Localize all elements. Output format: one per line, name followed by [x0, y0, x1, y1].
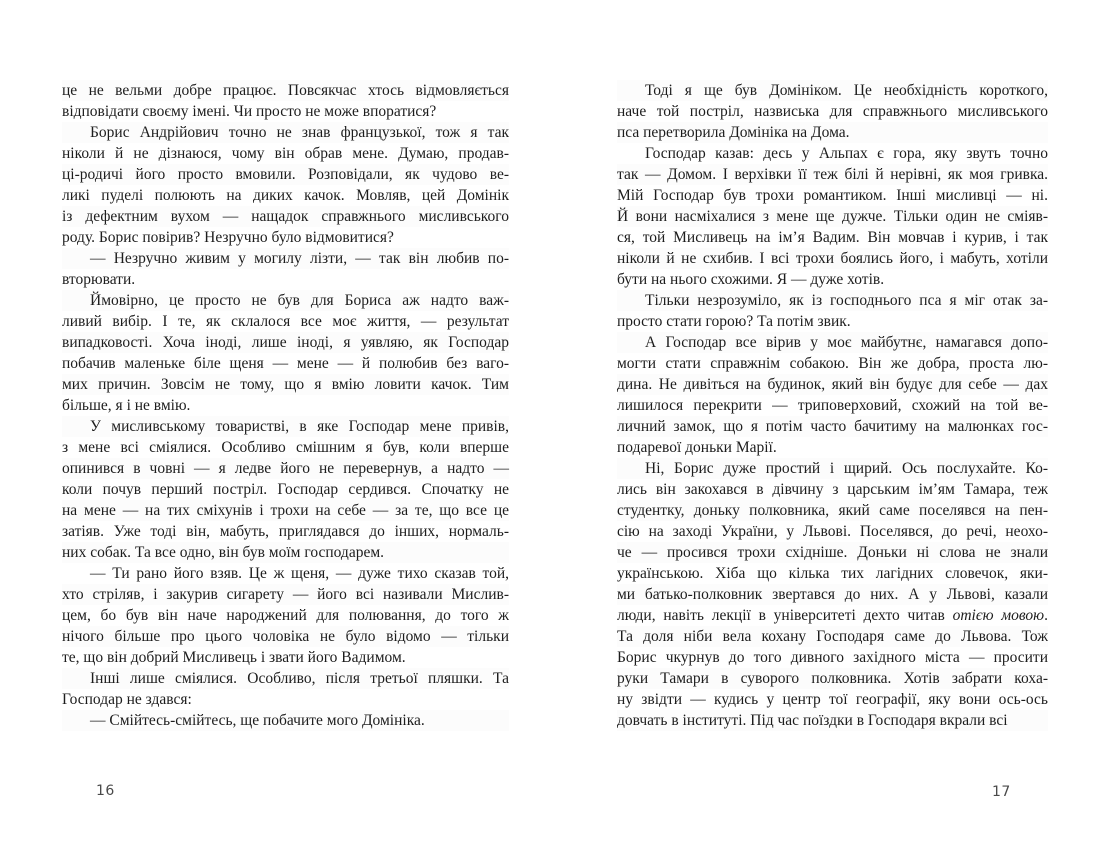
text-line: роду. Борис повірив? Незручно було відмовитися?	[62, 229, 394, 246]
page-number-right: 17	[992, 784, 1011, 800]
text-line: так — Домом. І верхівки її теж білі й нерівні, як моя гривка.	[617, 166, 1048, 183]
text-line: Інші лише сміялися. Особливо, після третьої пляшки. Та	[90, 670, 509, 687]
text-line: опинився в човні — я ледве його не перевернув, а надто —	[62, 460, 509, 477]
text-line: Господар казав: десь у Альпах є гора, яку звуть точно	[645, 145, 1048, 162]
text-line: нічого більше про цього чоловіка не було відомо — тільки	[62, 628, 509, 645]
text-line: А Господар все вірив у моє майбутнє, намагався допо-	[645, 334, 1048, 351]
paragraph	[62, 416, 509, 563]
text-line: ся, той Мисливець на ім’я Вадим. Він мовчав і курив, і так	[617, 229, 1048, 246]
text-line: подаревої доньки Марії.	[617, 439, 777, 456]
text-line: могти стати справжнім собакою. Він же добра, проста лю-	[617, 355, 1048, 372]
text-line: личний замок, що я потім часто бачитиму на малюнках гос-	[617, 418, 1048, 435]
text-line: Господар не здався:	[62, 691, 192, 708]
paragraph	[62, 122, 509, 248]
paragraph	[62, 710, 509, 731]
text-line: Ймовірно, це просто не був для Бориса аж надто важ-	[90, 292, 509, 309]
text-line: на мене — на тих сміхунів і трохи на себе — за те, що все це	[62, 502, 509, 519]
text-line: просто стати горою? Та потім звик.	[617, 313, 851, 330]
text-line: це не вельми добре працює. Повсякчас хтось відмовляється	[62, 82, 509, 99]
text-line: вторювати.	[62, 271, 136, 288]
paragraph	[617, 143, 1048, 290]
text-line: бути на нього схожими. Я — дуже хотів.	[617, 271, 885, 288]
text-line: них собак. Та все одно, він був моїм господарем.	[62, 544, 385, 561]
text-line: хто стріляв, і закурив сигарету — його всі називали Мислив-	[62, 586, 509, 603]
text-line: — Ти рано його взяв. Це ж щеня, — дуже тихо сказав той,	[90, 565, 509, 582]
paragraph	[617, 290, 1048, 332]
text-line: українською. Хіба що кілька тих лагідних словечок, яки-	[617, 565, 1048, 582]
paragraph	[62, 563, 509, 668]
text-line: лись він закохався в дівчину з царським ім’ям Тамара, теж	[617, 481, 1048, 498]
right-page-text	[617, 80, 1048, 731]
text-line: сію на заході України, у Львові. Поселявся, до речі, неохо-	[617, 523, 1048, 540]
text-line: ніколи й не схибив. І всі трохи боялись його, і мабуть, хотіли	[617, 250, 1048, 267]
paragraph	[617, 458, 1048, 731]
text-line: коли почув перший постріл. Господар сердився. Спочатку не	[62, 481, 509, 498]
text-line: випадковості. Хоча іноді, лише іноді, я уявляю, як Господар	[62, 334, 509, 351]
text-line: ликі пуделі полюють на диких качок. Мовляв, цей Домінік	[62, 187, 509, 204]
text-line: дина. Не дивіться на будинок, який він будує для себе — дах	[617, 376, 1048, 393]
page-number-left: 16	[96, 783, 115, 799]
text-line: Тільки незрозуміло, як із господнього пса я міг отак за-	[645, 292, 1048, 309]
text-line: Та доля ніби вела кохану Господаря саме до Львова. Тож	[617, 628, 1048, 645]
text-line: затіяв. Уже тоді він, мабуть, приглядався до інших, нормаль-	[62, 523, 509, 540]
text-line: лишилося перекрити — триповерховий, схожий на той ве-	[617, 397, 1048, 414]
text-line: ми батько-полковник звертався до них. А у Львові, казали	[617, 586, 1048, 603]
text-line: У мисливському товаристві, в яке Господар мене привів,	[90, 418, 509, 435]
paragraph	[617, 332, 1048, 458]
paragraph	[62, 248, 509, 290]
text-line: — Смійтесь-смійтесь, ще побачите мого Домініка.	[90, 712, 425, 729]
paragraph	[62, 80, 509, 122]
paragraph	[62, 290, 509, 416]
text-line: відповідати своєму імені. Чи просто не може впоратися?	[62, 103, 437, 120]
text-line: ну звідти — кудись у центр тої географії, яку вони ось-ось	[617, 691, 1048, 708]
text-line: цем, бо був він наче народжений для полювання, до того ж	[62, 607, 509, 624]
paragraph	[617, 80, 1048, 143]
text-line: Тоді я ще був Домініком. Це необхідність короткого,	[645, 82, 1048, 99]
text-line: з мене всі сміялися. Особливо смішним я був, коли вперше	[62, 439, 509, 456]
text-line: ці-родичі його просто вмовили. Розповідали, як чудово ве-	[62, 166, 509, 183]
text-line: наче той постріл, назвиська для справжнього мисливського	[617, 103, 1048, 120]
text-line: більше, я і не вмію.	[62, 397, 191, 414]
text-line: Й вони насміхалися з мене ще дужче. Тільки один не сміяв-	[617, 208, 1048, 225]
text-line: довчать в інституті. Під час поїздки в Господаря вкрали всі	[617, 712, 1008, 729]
text-line: пса перетворила Домініка на Дома.	[617, 124, 850, 141]
text-line: Мій Господар був трохи романтиком. Інші мисливці — ні.	[617, 187, 1048, 204]
text-line: Борис Андрійович точно не знав французької, тож я так	[90, 124, 509, 141]
left-page-text	[62, 80, 509, 731]
text-line: руки Тамари в суворого полковника. Хотів забрати коха-	[617, 670, 1048, 687]
text-line: люди, навіть лекції в університеті дехто читав отією мовою.	[617, 607, 1048, 624]
text-line: те, що він добрий Мисливець і звати його Вадимом.	[62, 649, 406, 666]
text-line: ливий вибір. І те, як склалося все моє життя, — результат	[62, 313, 509, 330]
paragraph	[62, 668, 509, 710]
text-line: побачив маленьке біле щеня — мене — й полюбив без ваго-	[62, 355, 509, 372]
text-line: че — просився трохи східніше. Доньки ні слова не знали	[617, 544, 1048, 561]
text-line: — Незручно живим у могилу лізти, — так він любив по-	[90, 250, 509, 267]
text-line: Борис чкурнув до того дивного західного міста — просити	[617, 649, 1048, 666]
text-line: студентку, доньку полковника, який саме поселявся на пен-	[617, 502, 1048, 519]
text-line: ніколи й не дізнаюся, чому він обрав мене. Думаю, продав-	[62, 145, 509, 162]
text-line: Ні, Борис дуже простий і щирий. Ось послухайте. Ко-	[645, 460, 1048, 477]
text-line: мих причин. Зовсім не тому, що я вмію ловити качок. Тим	[62, 376, 509, 393]
text-line: із дефектним вухом — нащадок справжнього мисливського	[62, 208, 509, 225]
